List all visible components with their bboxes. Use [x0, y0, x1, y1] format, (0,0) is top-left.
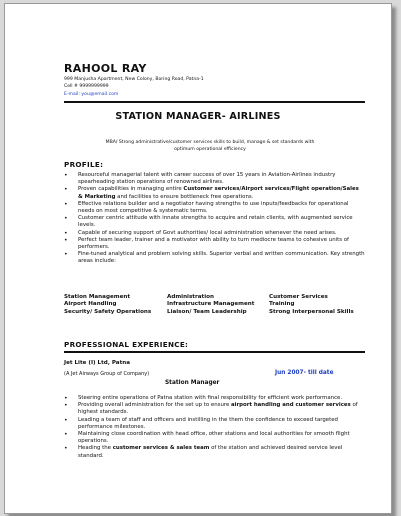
- bullet-item: • Maintaining close coordination with head office, other stations and local authorities for smooth flight operations.: [78, 431, 365, 445]
- bullet-item: • Steering entire operations of Patna station with final responsibility for efficient work performance.: [78, 395, 365, 402]
- skill-item: Strong Interpersonal Skills: [269, 308, 354, 315]
- bullet-item: • Capable of securing support of Govt authorities/ local administration whenever the need arises.: [78, 230, 365, 237]
- bullet-item: • Perfect team leader, trainer and a motivator with ability to turn mediocre teams to cohesive units of performers.: [78, 237, 365, 251]
- resume-title: STATION MANAGER- AIRLINES: [115, 111, 281, 122]
- skill-item: Liaison/ Team Leadership: [167, 308, 247, 315]
- skills-row: [64, 309, 364, 316]
- skill-item: Infrastructure Management: [167, 301, 255, 308]
- bullet-item: • Effective relations builder and a negotiator having strengths to use inputs/feedbacks for operational needs on most competitive & systematic terms.: [78, 201, 365, 215]
- bullet-item: • Proven capabilities in managing entire Customer services/Airport services/Flight operation/Sales & Marketing and facilities to ensure bottleneck free operations.: [78, 186, 365, 200]
- email-address: E-mail: you@email.com: [64, 91, 119, 97]
- contact-block: [64, 76, 204, 98]
- skill-item: Training: [269, 301, 295, 308]
- bullet-item: • Resourceful managerial talent with career success of over 15 years in Aviation-Airlines industry spearheading station operations of renowned airlines.: [78, 172, 365, 186]
- skill-item: Airport Handling: [64, 301, 117, 308]
- experience-divider: [64, 351, 365, 353]
- employment-dates: Jun 2007- till date: [275, 370, 334, 376]
- skill-item: Customer Services: [269, 294, 328, 300]
- address: 999 Manjusha Apartment, New Colony, Boring Road, Patna-1: [64, 77, 204, 82]
- header-divider: [64, 101, 365, 103]
- skill-item: Administration: [167, 294, 214, 300]
- skill-item: Station Management: [64, 294, 131, 300]
- company-name: Jet Lite (I) Ltd, Patna: [64, 360, 131, 366]
- skills-row: [64, 301, 364, 308]
- skill-item: Security/ Safety Operations: [64, 308, 152, 315]
- experience-bullet-list: [78, 395, 365, 460]
- bullet-item: • Providing overall administration for the set up to ensure airport handling and customer services of highest standards.: [78, 402, 365, 416]
- profile-bullet-list: [78, 172, 365, 266]
- key-skills-grid: [64, 294, 364, 316]
- candidate-name: RAHOOL RAY: [64, 62, 147, 75]
- bullet-item: • Customer centric attitude with innate strengths to acquire and retain clients, with augmented service levels.: [78, 215, 365, 229]
- resume-page: [4, 3, 392, 514]
- experience-heading: PROFESSIONAL EXPERIENCE:: [64, 340, 189, 349]
- bullet-item: • Heading the customer services & sales team of the station and achieved desired service level standard.: [78, 445, 365, 459]
- company-group: (A Jet Airways Group of Company): [64, 371, 150, 377]
- bullet-item: • Fine-tuned analytical and problem solving skills. Superior verbal and written communication. Key strength areas include:: [78, 251, 365, 265]
- summary-line: MBA/ Strong administrative/customer services skills to build, manage & set standards with optimum operational efficiency: [105, 140, 315, 152]
- profile-heading: PROFILE:: [64, 160, 104, 169]
- cell-number: Cell # 9999999999: [64, 84, 109, 90]
- bullet-item: • Leading a team of staff and officers and instilling in the them the confidence to exceed targeted performance milestones.: [78, 417, 365, 431]
- job-role: Station Manager: [165, 380, 220, 386]
- skills-row: [64, 294, 364, 301]
